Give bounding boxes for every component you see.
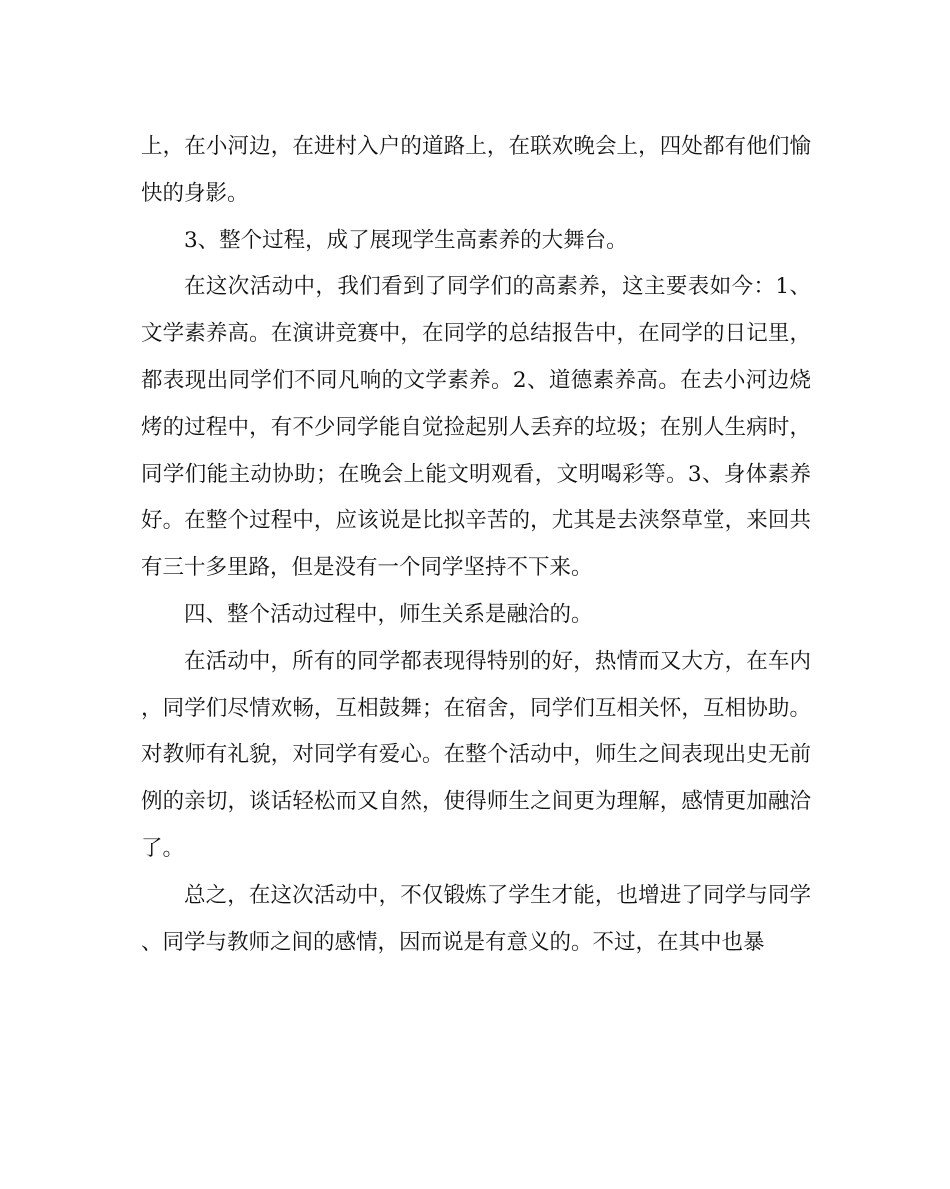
- paragraph-summary: 总之，在这次活动中，不仅锻炼了学生才能，也增进了同学与同学、同学与教师之间的感情，因而说是有意义的。不过，在其中也暴: [141, 882, 811, 955]
- paragraph-continuation: 上，在小河边，在进村入户的道路上，在联欢晚会上，四处都有他们愉快的身影。: [141, 134, 811, 206]
- document-body: [141, 124, 811, 966]
- paragraph-section-heading-3: 3、整个过程，成了展现学生高素养的大舞台。: [184, 227, 628, 253]
- paragraph-section-heading-4: 四、整个活动过程中，师生关系是融洽的。: [184, 601, 593, 627]
- paragraph-teacher-student-relations: 在活动中，所有的同学都表现得特别的好，热情而又大方，在车内，同学们尽情欢畅，互相鼓舞；在宿舍，同学们互相关怀，互相协助。对教师有礼貌，对同学有爱心。在整个活动中，师生之间表现出史无前例的亲切，谈话轻松而又自然，使得师生之间更为理解，感情更加融洽了。: [141, 648, 811, 861]
- paragraph-student-literacy: 在这次活动中，我们看到了同学们的高素养，这主要表如今：1、文学素养高。在演讲竞赛中，在同学的总结报告中，在同学的日记里，都表现出同学们不同凡响的文学素养。2、道德素养高。在去小河边烧烤的过程中，有不少同学能自觉捡起别人丢弃的垃圾；在别人生病时，同学们能主动协助；在晚会上能文明观看，文明喝彩等。3、身体素养好。在整个过程中，应该说是比拟辛苦的，尤其是去浃祭草堂，来回共有三十多里路，但是没有一个同学坚持不下来。: [141, 274, 811, 581]
